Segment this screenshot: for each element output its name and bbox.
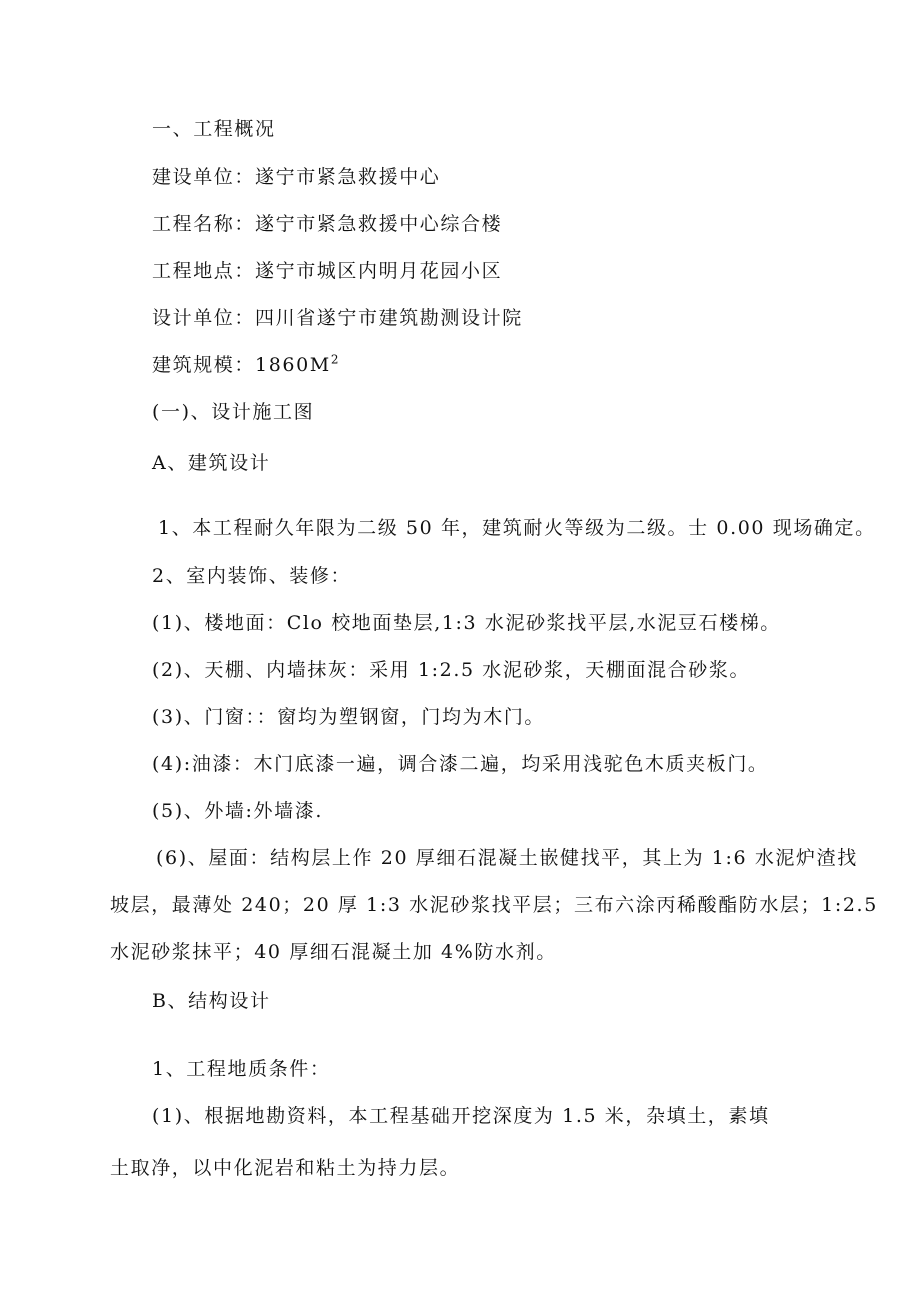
part-a-sub-4: (4):油漆：木门底漆一遍，调合漆二遍，均采用浅驼色木质夹板门。 xyxy=(152,753,769,775)
part-a-sub-6-line-2: 坡层，最薄处 240；20 厚 1:3 水泥砂浆找平层；三布六涂丙稀酸酯防水层；1:2.5 xyxy=(110,894,878,916)
info-location: 工程地点：遂宁市城区内明月花园小区 xyxy=(152,260,503,282)
info-scale-text: 建筑规模：1860M xyxy=(152,354,331,376)
info-designer: 设计单位：四川省遂宁市建筑勘测设计院 xyxy=(152,307,523,329)
info-project-name: 工程名称：遂宁市紧急救援中心综合楼 xyxy=(152,213,503,235)
part-a-sub-6-line-3: 水泥砂浆抹平；40 厚细石混凝土加 4%防水剂。 xyxy=(110,941,557,963)
info-scale-superscript: 2 xyxy=(330,352,339,367)
subsection-title: (一)、设计施工图 xyxy=(152,401,315,423)
part-b-item-1: 1、工程地质条件： xyxy=(152,1058,331,1080)
part-a-heading: A、建筑设计 xyxy=(152,452,271,474)
part-b-sub-1-line-2: 土取净，以中化泥岩和粘土为持力层。 xyxy=(110,1157,461,1179)
part-a-sub-1: (1)、楼地面：Clo 校地面垫层,1:3 水泥砂浆找平层,水泥豆石楼梯。 xyxy=(152,612,781,634)
part-a-sub-6-line-1: (6)、屋面：结构层上作 20 厚细石混凝土嵌健找平，其上为 1:6 水泥炉渣找 xyxy=(156,847,858,869)
part-a-item-1: 1、本工程耐久年限为二级 50 年，建筑耐火等级为二级。士 0.00 现场确定。 xyxy=(158,517,876,539)
part-a-sub-3: (3)、门窗：：窗均为塑钢窗，门均为木门。 xyxy=(152,706,546,728)
info-scale xyxy=(152,352,338,378)
part-b-sub-1-line-1: (1)、根据地勘资料，本工程基础开挖深度为 1.5 米，杂填土，素填 xyxy=(152,1105,770,1127)
part-a-sub-5: (5)、外墙:外墙漆. xyxy=(152,800,323,822)
part-a-sub-2: (2)、天棚、内墙抹灰：采用 1:2.5 水泥砂浆，天棚面混合砂浆。 xyxy=(152,659,751,681)
info-client: 建设单位：遂宁市紧急救援中心 xyxy=(152,166,441,188)
section-title: 一、工程概况 xyxy=(152,118,276,140)
part-a-item-2: 2、室内装饰、装修： xyxy=(152,565,352,587)
part-b-heading: B、结构设计 xyxy=(152,990,271,1012)
